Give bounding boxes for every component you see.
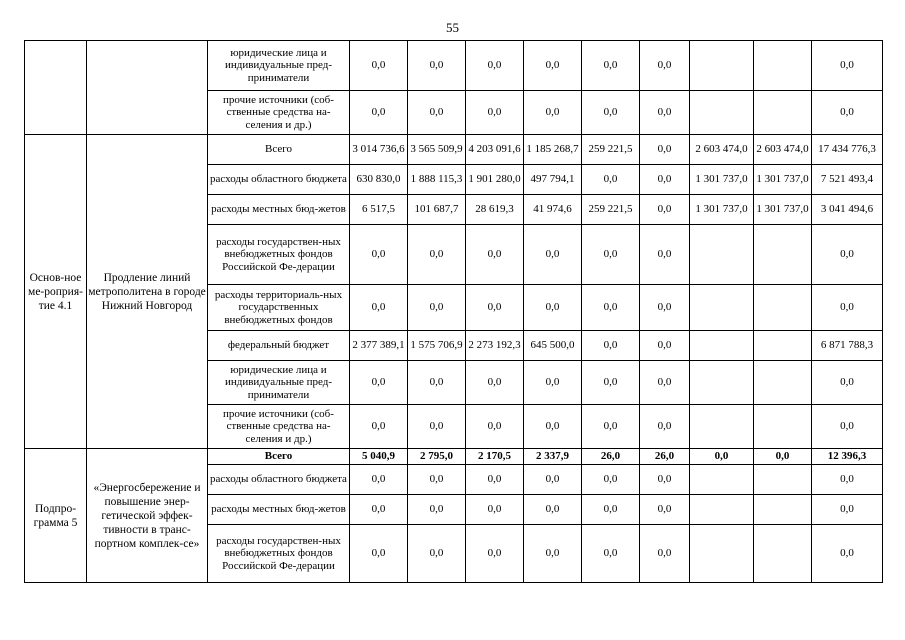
value-cell: 0,0 (640, 495, 690, 525)
funding-source-cell: юридические лица и индивидуальные пред-приниматели (208, 361, 350, 405)
value-cell: 0,0 (640, 91, 690, 135)
value-cell: 2 795,0 (408, 449, 466, 465)
value-cell (754, 465, 812, 495)
value-cell: 0,0 (524, 91, 582, 135)
funding-source-cell: Всего (208, 135, 350, 165)
value-cell: 2 273 192,3 (466, 331, 524, 361)
value-cell: 0,0 (408, 525, 466, 583)
value-cell: 0,0 (350, 225, 408, 285)
value-cell: 7 521 493,4 (812, 165, 883, 195)
funding-source-cell: расходы местных бюд-жетов (208, 195, 350, 225)
value-cell: 1 301 737,0 (754, 165, 812, 195)
value-cell (754, 331, 812, 361)
value-cell: 26,0 (582, 449, 640, 465)
value-cell: 0,0 (350, 495, 408, 525)
value-cell: 41 974,6 (524, 195, 582, 225)
value-cell: 0,0 (466, 361, 524, 405)
value-cell: 0,0 (466, 225, 524, 285)
value-cell: 26,0 (640, 449, 690, 465)
page-number: 55 (446, 20, 459, 35)
value-cell: 0,0 (640, 465, 690, 495)
table-row (25, 41, 883, 91)
value-cell (690, 285, 754, 331)
value-cell: 0,0 (408, 225, 466, 285)
value-cell (754, 285, 812, 331)
value-cell: 0,0 (524, 285, 582, 331)
value-cell (754, 361, 812, 405)
value-cell: 0,0 (350, 465, 408, 495)
value-cell (754, 495, 812, 525)
value-cell: 1 185 268,7 (524, 135, 582, 165)
value-cell: 0,0 (524, 525, 582, 583)
value-cell: 0,0 (408, 465, 466, 495)
value-cell: 0,0 (350, 525, 408, 583)
value-cell: 0,0 (408, 91, 466, 135)
funding-source-cell: расходы государствен-ных внебюджетных фондов Российской Фе-дерации (208, 225, 350, 285)
value-cell: 259 221,5 (582, 195, 640, 225)
value-cell: 4 203 091,6 (466, 135, 524, 165)
value-cell (754, 91, 812, 135)
value-cell: 0,0 (640, 331, 690, 361)
value-cell: 0,0 (466, 495, 524, 525)
value-cell: 2 603 474,0 (754, 135, 812, 165)
value-cell (754, 41, 812, 91)
value-cell (690, 465, 754, 495)
program-name-cell: «Энергосбережение и повышение энер-гетической эффек-тивности в транс-портном комплек-се» (87, 449, 208, 583)
value-cell (690, 91, 754, 135)
value-cell: 0,0 (408, 495, 466, 525)
value-cell: 0,0 (350, 41, 408, 91)
value-cell: 1 301 737,0 (690, 195, 754, 225)
value-cell: 0,0 (582, 525, 640, 583)
value-cell: 0,0 (524, 361, 582, 405)
funding-source-cell: юридические лица и индивидуальные пред-приниматели (208, 41, 350, 91)
value-cell (690, 405, 754, 449)
value-cell (690, 495, 754, 525)
value-cell: 1 301 737,0 (690, 165, 754, 195)
value-cell: 0,0 (350, 91, 408, 135)
value-cell: 0,0 (524, 225, 582, 285)
value-cell: 6 517,5 (350, 195, 408, 225)
value-cell: 0,0 (640, 285, 690, 331)
value-cell: 645 500,0 (524, 331, 582, 361)
value-cell: 0,0 (466, 41, 524, 91)
value-cell: 0,0 (582, 495, 640, 525)
value-cell: 0,0 (640, 361, 690, 405)
value-cell: 0,0 (582, 225, 640, 285)
value-cell: 0,0 (466, 405, 524, 449)
value-cell: 28 619,3 (466, 195, 524, 225)
value-cell: 2 603 474,0 (690, 135, 754, 165)
program-code-cell: Подпро-грамма 5 (25, 449, 87, 583)
value-cell: 0,0 (640, 405, 690, 449)
value-cell: 101 687,7 (408, 195, 466, 225)
value-cell: 3 565 509,9 (408, 135, 466, 165)
value-cell: 0,0 (582, 361, 640, 405)
value-cell: 0,0 (524, 495, 582, 525)
funding-source-cell: прочие источники (соб-ственные средства на-селения и др.) (208, 91, 350, 135)
value-cell (690, 225, 754, 285)
funding-source-cell: расходы областного бюджета (208, 165, 350, 195)
funding-source-cell: федеральный бюджет (208, 331, 350, 361)
funding-source-cell: расходы территориаль-ных государственных внебюджетных фондов (208, 285, 350, 331)
value-cell: 2 337,9 (524, 449, 582, 465)
value-cell: 0,0 (812, 361, 883, 405)
funding-source-cell: Всего (208, 449, 350, 465)
funding-source-cell: расходы государствен-ных внебюджетных фондов Российской Фе-дерации (208, 525, 350, 583)
value-cell: 0,0 (350, 285, 408, 331)
value-cell: 0,0 (466, 285, 524, 331)
value-cell: 0,0 (408, 285, 466, 331)
value-cell: 1 888 115,3 (408, 165, 466, 195)
value-cell: 0,0 (812, 285, 883, 331)
value-cell: 0,0 (350, 361, 408, 405)
value-cell: 2 377 389,1 (350, 331, 408, 361)
program-name-cell (87, 41, 208, 135)
value-cell: 1 901 280,0 (466, 165, 524, 195)
value-cell: 0,0 (582, 165, 640, 195)
value-cell: 0,0 (524, 41, 582, 91)
funding-source-cell: расходы местных бюд-жетов (208, 495, 350, 525)
value-cell: 0,0 (640, 525, 690, 583)
value-cell: 0,0 (466, 91, 524, 135)
value-cell: 0,0 (754, 449, 812, 465)
value-cell (690, 41, 754, 91)
value-cell: 0,0 (812, 41, 883, 91)
value-cell (690, 525, 754, 583)
value-cell: 3 014 736,6 (350, 135, 408, 165)
value-cell: 259 221,5 (582, 135, 640, 165)
value-cell: 0,0 (582, 331, 640, 361)
value-cell (690, 331, 754, 361)
value-cell: 2 170,5 (466, 449, 524, 465)
value-cell: 1 301 737,0 (754, 195, 812, 225)
value-cell: 0,0 (582, 41, 640, 91)
value-cell (754, 405, 812, 449)
value-cell: 0,0 (408, 405, 466, 449)
table-row (25, 135, 883, 165)
value-cell: 0,0 (812, 465, 883, 495)
value-cell: 0,0 (812, 525, 883, 583)
value-cell: 0,0 (690, 449, 754, 465)
value-cell: 630 830,0 (350, 165, 408, 195)
value-cell: 0,0 (582, 91, 640, 135)
value-cell: 0,0 (812, 495, 883, 525)
value-cell (754, 225, 812, 285)
funding-source-cell: расходы областного бюджета (208, 465, 350, 495)
value-cell: 0,0 (408, 41, 466, 91)
program-code-cell: Основ-ное ме-роприя-тие 4.1 (25, 135, 87, 449)
value-cell: 0,0 (640, 165, 690, 195)
value-cell: 0,0 (582, 465, 640, 495)
value-cell: 0,0 (640, 195, 690, 225)
table-row (25, 449, 883, 465)
value-cell: 0,0 (640, 135, 690, 165)
funding-source-cell: прочие источники (соб-ственные средства на-селения и др.) (208, 405, 350, 449)
program-name-cell: Продление линий метрополитена в городе Нижний Новгород (87, 135, 208, 449)
value-cell: 17 434 776,3 (812, 135, 883, 165)
value-cell (690, 361, 754, 405)
value-cell: 0,0 (466, 525, 524, 583)
value-cell: 0,0 (350, 405, 408, 449)
value-cell: 0,0 (812, 225, 883, 285)
value-cell: 497 794,1 (524, 165, 582, 195)
budget-table (24, 40, 883, 583)
value-cell: 0,0 (582, 285, 640, 331)
program-code-cell (25, 41, 87, 135)
value-cell: 0,0 (640, 41, 690, 91)
value-cell: 0,0 (812, 91, 883, 135)
value-cell: 3 041 494,6 (812, 195, 883, 225)
value-cell: 5 040,9 (350, 449, 408, 465)
value-cell: 12 396,3 (812, 449, 883, 465)
value-cell: 0,0 (466, 465, 524, 495)
value-cell: 0,0 (640, 225, 690, 285)
value-cell: 0,0 (524, 405, 582, 449)
value-cell: 0,0 (582, 405, 640, 449)
value-cell: 0,0 (812, 405, 883, 449)
value-cell: 6 871 788,3 (812, 331, 883, 361)
value-cell (754, 525, 812, 583)
value-cell: 1 575 706,9 (408, 331, 466, 361)
value-cell: 0,0 (524, 465, 582, 495)
value-cell: 0,0 (408, 361, 466, 405)
